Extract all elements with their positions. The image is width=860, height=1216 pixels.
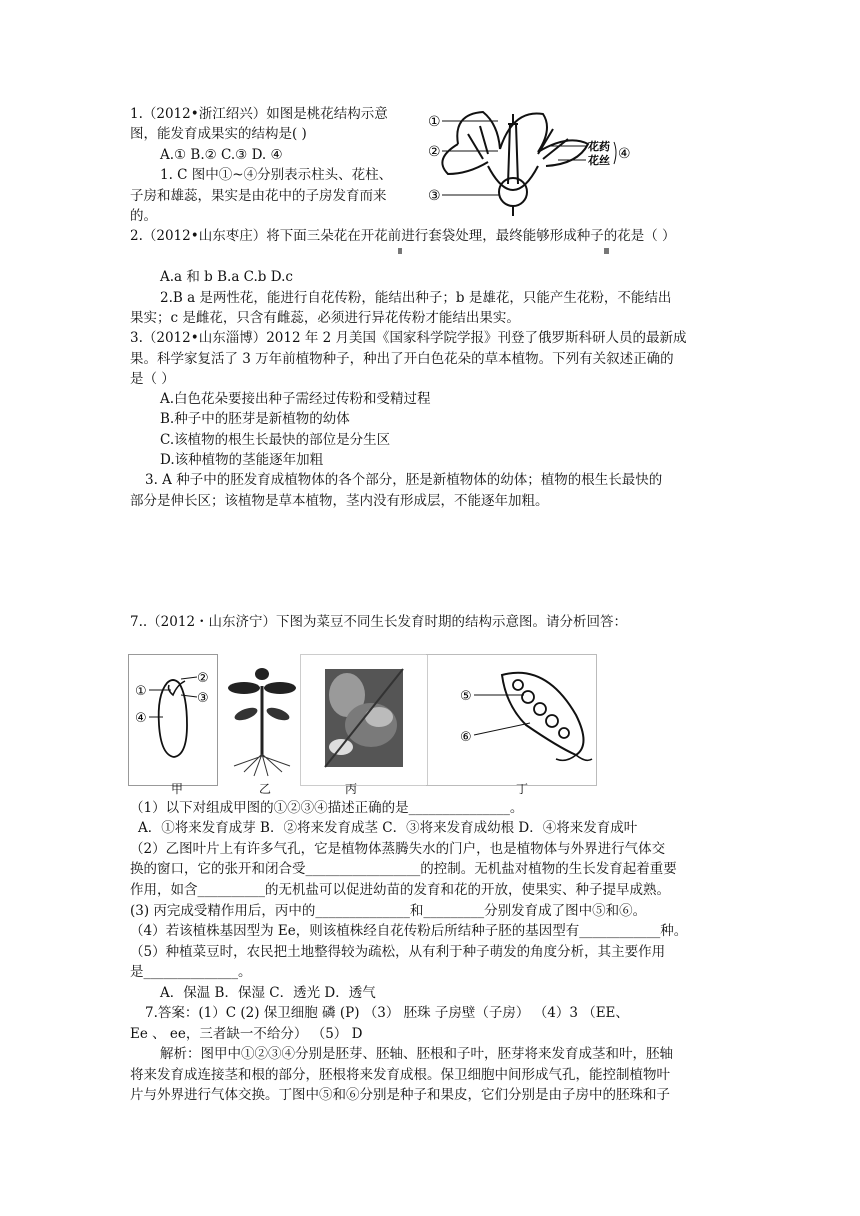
caption-yi: 乙 — [259, 782, 272, 796]
q2-answer-line2: 果实；c 是雌花，只含有雌蕊，必须进行异花传粉才能结出果实。 — [130, 310, 520, 326]
q2-line1: 2.（2012•山东枣庄）将下面三朵花在开花前进行套袋处理，最终能够形成种子的花是（ ） — [130, 228, 676, 244]
q7-explanation-line1: 解析：图甲中①②③④分别是胚芽、胚轴、胚根和子叶，胚芽将来发育成茎和叶，胚轴 — [160, 1046, 673, 1062]
q3-option-d: D.该种植物的茎能逐年加粗 — [160, 452, 324, 468]
q7-sub5-line1: （5）种植菜豆时，农民把土地整得较为疏松，从有利于种子萌发的角度分析，其主要作用 — [130, 944, 666, 960]
q1-answer-line2: 子房和雄蕊，果实是由花中的子房发育而来 — [130, 188, 387, 204]
q7-answer-line1: 7.答案：(1）C (2) 保卫细胞 磷 (P) （3） 胚珠 子房壁（子房） （4）3 （EE、 — [145, 1005, 629, 1021]
fig7-label-1: ① — [135, 684, 147, 699]
q3-option-c: C.该植物的根生长最快的部位是分生区 — [160, 432, 391, 448]
q7-line1: 7..（2012・山东济宁）下图为菜豆不同生长发育时期的结构示意图。请分析回答： — [130, 614, 628, 630]
flower-c-fragment — [604, 248, 609, 254]
panel-jia — [128, 654, 218, 786]
q7-sub1-options: A．①将来发育成芽 B．②将来发育成茎 C．③将来发育成幼根 D．④将来发育成叶 — [138, 820, 638, 836]
fig7-label-4: ④ — [135, 711, 147, 726]
q7-sub2-line3: 作用，如含__________的无机盐可以促进幼苗的发育和花的开放，使果实、种子提早成熟。 — [130, 882, 670, 898]
bean-stages-figure — [128, 654, 598, 796]
panel-yi — [224, 666, 300, 778]
q7-sub3: (3) 丙完成受精作用后，丙中的______________和_________分别发育成了图中⑤和⑥。 — [130, 903, 647, 919]
q1-options: A.① B.② C.③ D. ④ — [160, 147, 283, 163]
q7-answer-line2: Ee 、 ee，三者缺一不给分） （5） D — [130, 1026, 363, 1042]
fig1-label-4: ④ — [618, 146, 631, 162]
q1-line1: 1.（2012•浙江绍兴）如图是桃花结构示意 — [130, 106, 388, 122]
q3-line1: 3.（2012•山东淄博）2012 年 2 月美国《国家科学院学报》刊登了俄罗斯科研人员的最新成 — [130, 330, 687, 346]
q7-explanation-line2: 将来发育成连接茎和根的部分，胚根将来发育成根。保卫细胞中间形成气孔，能控制植物叶 — [130, 1067, 670, 1083]
q7-sub2-line2: 换的窗口，它的张开和闭合受_________________的控制。无机盐对植物的生长发育起着重要 — [130, 861, 677, 877]
q1-line2: 图，能发育成果实的结构是( ) — [130, 126, 307, 142]
q3-option-a: A.白色花朵要接出种子需经过传粉和受精过程 — [160, 391, 431, 407]
q7-sub4: （4）若该植株基因型为 Ee，则该植株经自花传粉后所结种子胚的基因型有____________种。 — [130, 923, 688, 939]
q7-sub1: （1）以下对组成甲图的①②③④描述正确的是_______________。 — [130, 800, 524, 816]
q7-sub2-line1: （2）乙图叶片上有许多气孔，它是植物体蒸腾失水的门户，也是植物体与外界进行气体交 — [130, 841, 666, 857]
panel-ding — [426, 654, 597, 786]
q3-option-b: B.种子中的胚芽是新植物的幼体 — [160, 411, 350, 427]
panel-bing — [300, 654, 428, 786]
q1-answer-line3: 的。 — [130, 208, 157, 224]
q3-answer-line2: 部分是伸长区；该植物是草本植物，茎内没有形成层，不能逐年加粗。 — [130, 493, 549, 509]
q2-answer-line1: 2.B a 是两性花，能进行自花传粉，能结出种子；b 是雄花，只能产生花粉，不能结出 — [160, 290, 672, 306]
fig1-label-filament: 花丝 — [588, 154, 610, 167]
fig1-label-3: ③ — [428, 188, 441, 204]
q7-explanation-line3: 片与外界进行气体交换。丁图中⑤和⑥分别是种子和果皮，它们分别是由子房中的胚珠和子 — [130, 1087, 670, 1103]
fig7-label-3: ③ — [197, 691, 209, 706]
fig1-label-1: ① — [428, 114, 441, 130]
fig7-label-5: ⑤ — [460, 689, 472, 704]
q3-answer-line1: 3. A 种子中的胚发育成植物体的各个部分，胚是新植物体的幼体；植物的根生长最快的 — [145, 472, 663, 488]
flower-b-fragment — [398, 248, 402, 254]
fig7-label-6: ⑥ — [460, 730, 472, 745]
q3-line2: 果。科学家复活了 3 万年前植物种子，种出了开白色花朵的草本植物。下列有关叙述正确的 — [130, 351, 674, 367]
peach-flower-figure — [428, 104, 640, 218]
q7-sub5-line2: 是______________。 — [130, 964, 252, 980]
q1-answer-line1: 1. C 图中①~④分别表示柱头、花柱、 — [160, 167, 393, 183]
caption-bing: 丙 — [345, 782, 358, 796]
caption-jia: 甲 — [171, 782, 184, 796]
fig7-label-2: ② — [197, 671, 209, 686]
q2-options: A.a 和 b B.a C.b D.c — [160, 269, 293, 285]
q7-sub5-options: A．保温 B．保湿 C．透光 D．透气 — [160, 985, 376, 1001]
caption-ding: 丁 — [516, 782, 529, 796]
q3-line3: 是（ ） — [130, 371, 175, 387]
fig1-label-2: ② — [428, 144, 441, 160]
fig1-label-anther: 花药 — [588, 140, 610, 153]
